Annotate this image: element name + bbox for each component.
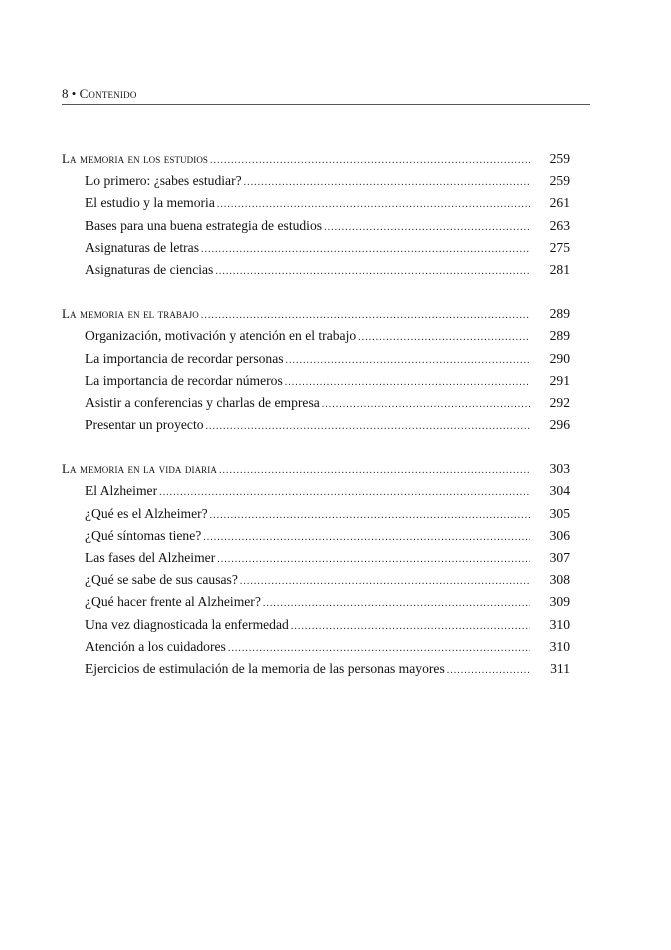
dot-leader: [159, 482, 530, 504]
running-header: [62, 86, 590, 105]
toc-chapter-row[interactable]: [62, 148, 570, 170]
page-ref: 311: [550, 660, 570, 676]
page-ref: 308: [549, 572, 570, 588]
page-ref: 259: [549, 151, 570, 166]
dot-leader: [217, 549, 530, 571]
chapter-title: La memoria en la vida diaria: [62, 461, 217, 477]
dot-leader: [263, 593, 530, 615]
entry-title: La importancia de recordar personas: [85, 350, 284, 366]
entry-title: El Alzheimer: [85, 483, 158, 499]
entry-title: ¿Qué hacer frente al Alzheimer?: [85, 594, 261, 610]
page-ref: 304: [549, 483, 570, 499]
page-ref: 310: [549, 616, 570, 632]
toc-entry-row[interactable]: [62, 170, 570, 192]
toc-section: [62, 148, 570, 281]
page-ref: 296: [549, 417, 570, 433]
toc-entry-row[interactable]: [62, 503, 570, 525]
page-ref: 289: [549, 328, 570, 344]
entry-title: Lo primero: ¿sabes estudiar?: [85, 173, 242, 189]
toc-entry-row[interactable]: [62, 392, 570, 414]
dot-leader: [219, 460, 530, 482]
toc-entry-row[interactable]: [62, 348, 570, 370]
entry-title: Asignaturas de letras: [85, 239, 200, 255]
page-ref: 310: [549, 638, 570, 654]
page-ref: 275: [549, 239, 570, 255]
header-separator: •: [71, 86, 77, 101]
dot-leader: [240, 571, 530, 593]
toc-entry-row[interactable]: [62, 614, 570, 636]
dot-leader: [358, 327, 530, 349]
entry-title: Una vez diagnosticada la enfermedad: [85, 616, 289, 632]
entry-title: Asignaturas de ciencias: [85, 261, 214, 277]
toc-entry-row[interactable]: [62, 480, 570, 502]
toc-entry-row[interactable]: [62, 569, 570, 591]
toc-entry-row[interactable]: [62, 525, 570, 547]
entry-title: Asistir a conferencias y charlas de empresa: [85, 394, 320, 410]
entry-title: Atención a los cuidadores: [85, 638, 226, 654]
header-title: Contenido: [79, 86, 137, 101]
page-ref: 259: [549, 173, 570, 189]
dot-leader: [201, 305, 530, 327]
toc-entry-row[interactable]: [62, 591, 570, 613]
entry-title: Ejercicios de estimulación de la memoria de las personas mayores: [85, 660, 445, 676]
page-ref: 292: [549, 394, 570, 410]
dot-leader: [217, 194, 530, 216]
toc-entry-row[interactable]: [62, 658, 570, 680]
page-ref: 261: [549, 195, 570, 211]
dot-leader: [201, 239, 530, 261]
dot-leader: [322, 394, 530, 416]
chapter-title: La memoria en los estudios: [62, 151, 209, 166]
page-ref: 281: [549, 261, 570, 277]
page-ref: 291: [549, 372, 570, 388]
entry-title: La importancia de recordar números: [85, 372, 283, 388]
dot-leader: [228, 638, 530, 660]
dot-leader: [210, 505, 530, 527]
entry-title: ¿Qué se sabe de sus causas?: [85, 572, 238, 588]
table-of-contents: [62, 148, 570, 702]
dot-leader: [285, 372, 530, 394]
entry-title: Organización, motivación y atención en el trabajo: [85, 328, 357, 344]
page-ref: 309: [549, 594, 570, 610]
dot-leader: [324, 217, 530, 239]
toc-entry-row[interactable]: [62, 636, 570, 658]
dot-leader: [291, 616, 530, 638]
dot-leader: [210, 150, 530, 172]
entry-title: El estudio y la memoria: [85, 195, 215, 211]
page-ref: 289: [549, 306, 570, 322]
dot-leader: [244, 172, 530, 194]
dot-leader: [286, 350, 530, 372]
toc-entry-row[interactable]: [62, 370, 570, 392]
dot-leader: [447, 660, 530, 682]
toc-entry-row[interactable]: [62, 215, 570, 237]
toc-chapter-row[interactable]: [62, 458, 570, 480]
entry-title: Presentar un proyecto: [85, 417, 204, 433]
dot-leader: [203, 527, 530, 549]
toc-entry-row[interactable]: [62, 192, 570, 214]
entry-title: ¿Qué síntomas tiene?: [85, 527, 202, 543]
toc-chapter-row[interactable]: [62, 303, 570, 325]
toc-entry-row[interactable]: [62, 259, 570, 281]
page-number: 8: [62, 86, 69, 101]
dot-leader: [215, 261, 530, 283]
page-ref: 263: [549, 217, 570, 233]
toc-entry-row[interactable]: [62, 237, 570, 259]
toc-entry-row[interactable]: [62, 547, 570, 569]
entry-title: Las fases del Alzheimer: [85, 550, 216, 565]
page-ref: 306: [549, 527, 570, 543]
page-ref: 290: [549, 350, 570, 366]
page-ref: 303: [549, 461, 570, 477]
chapter-title: La memoria en el trabajo: [62, 306, 199, 322]
toc-section: [62, 303, 570, 436]
entry-title: Bases para una buena estrategia de estudios: [85, 217, 323, 233]
dot-leader: [206, 416, 530, 438]
entry-title: ¿Qué es el Alzheimer?: [85, 505, 208, 521]
toc-section: [62, 458, 570, 680]
page-ref: 305: [549, 505, 570, 521]
toc-entry-row[interactable]: [62, 325, 570, 347]
toc-entry-row[interactable]: [62, 414, 570, 436]
page-ref: 307: [549, 550, 570, 565]
